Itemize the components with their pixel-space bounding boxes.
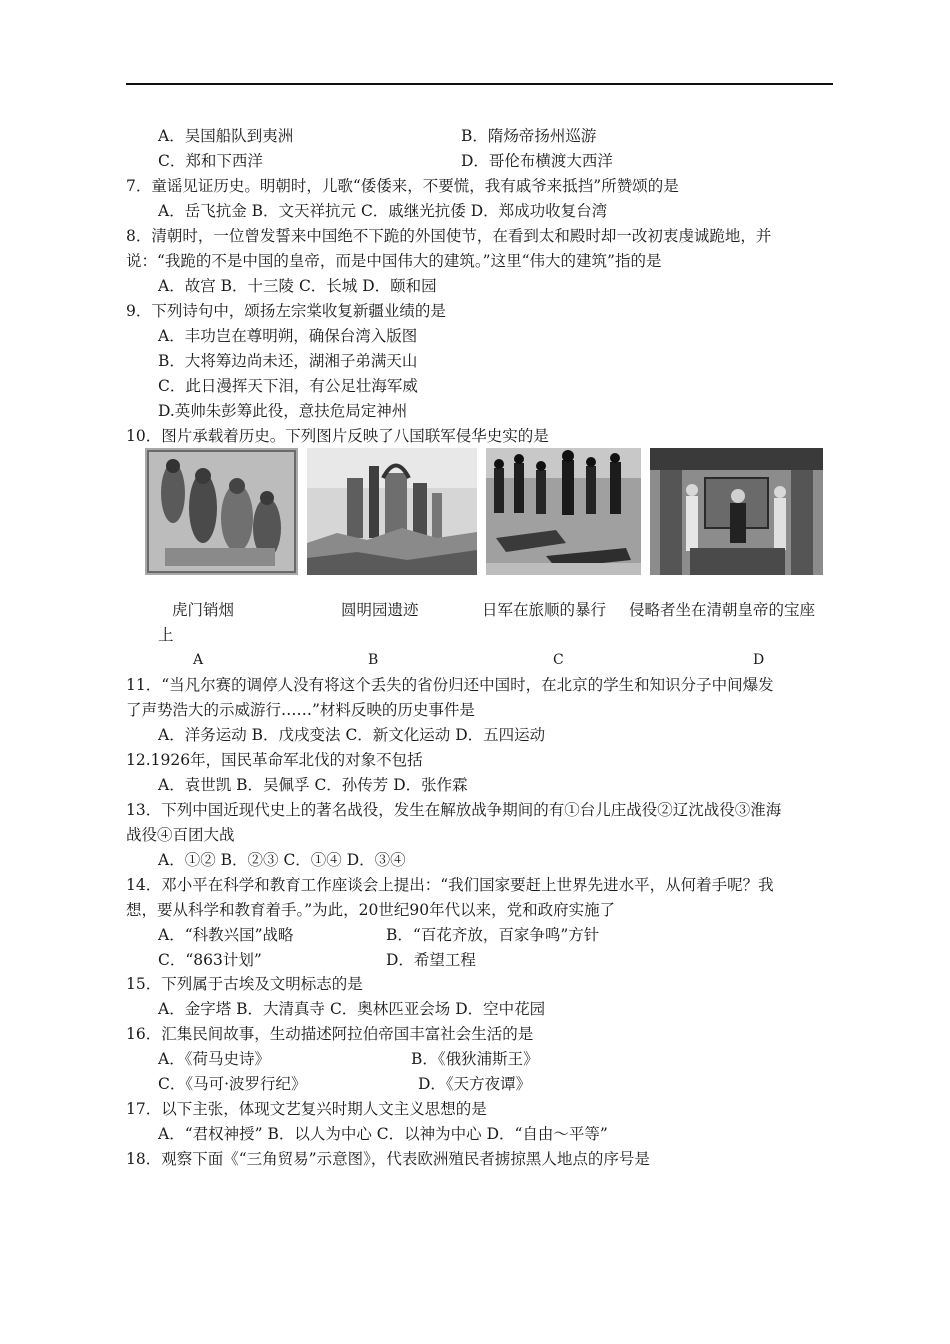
q14-option-c: C．“863计划”: [158, 951, 262, 969]
photo-lushun-atrocity: [486, 448, 641, 575]
photo-humen-relief: [145, 448, 298, 575]
q14-option-b: B．“百花齐放，百家争鸣”方针: [386, 926, 600, 944]
q9-option-a: A．丰功岂在尊明朔，确保台湾入版图: [158, 327, 418, 345]
q13-stem-line1: 13．下列中国近现代史上的著名战役，发生在解放战争期间的有①台儿庄战役②辽沈战役③淮海: [126, 801, 782, 819]
caption-c: 日军在旅顺的暴行: [482, 601, 607, 619]
photo-letter-b: B: [368, 652, 379, 668]
photo-letter-d: D: [753, 652, 765, 668]
q11-stem-line1: 11．“当凡尔赛的调停人没有将这个丢失的省份归还中国时，在北京的学生和知识分子中间爆发: [126, 676, 774, 694]
header-rule: [126, 83, 833, 85]
q11-options: A．洋务运动 B．戊戌变法 C．新文化运动 D．五四运动: [158, 726, 546, 744]
q18-stem: 18．观察下面《“三角贸易”示意图》，代表欧洲殖民者掳掠黑人地点的序号是: [126, 1150, 650, 1168]
q16-option-d: D．《天方夜谭》: [418, 1075, 532, 1093]
q17-options: A．“君权神授” B．以人为中心 C．以神为中心 D．“自由～平等”: [158, 1125, 608, 1143]
photo-yuanmingyuan-ruins: [307, 448, 477, 575]
q9-option-b: B．大将筹边尚未还，湖湘子弟满天山: [158, 352, 418, 370]
q16-option-a: A．《荷马史诗》: [158, 1050, 270, 1068]
q6-option-c: C．郑和下西洋: [158, 152, 263, 170]
q16-stem: 16．汇集民间故事，生动描述阿拉伯帝国丰富社会生活的是: [126, 1025, 534, 1043]
q9-option-d: D.英帅朱彭筹此役，意扶危局定神州: [158, 402, 408, 420]
q17-stem: 17．以下主张，体现文艺复兴时期人文主义思想的是: [126, 1100, 487, 1118]
q15-options: A．金字塔 B．大清真寺 C．奥林匹亚会场 D．空中花园: [158, 1000, 546, 1018]
q6-option-a: A．吴国船队到夷洲: [158, 127, 294, 145]
caption-b: 圆明园遗迹: [341, 601, 419, 619]
q9-stem: 9．下列诗句中，颂扬左宗棠收复新疆业绩的是: [126, 302, 446, 320]
q16-option-c: C．《马可·波罗行纪》: [158, 1075, 307, 1093]
q7-stem: 7．童谣见证历史。明朝时，儿歌“倭倭来，不要慌，我有戚爷来抵挡”所赞颂的是: [126, 177, 679, 195]
q14-option-d: D．希望工程: [386, 951, 476, 969]
photo-letter-c: C: [553, 652, 564, 668]
q16-option-b: B．《俄狄浦斯王》: [411, 1050, 539, 1068]
q13-stem-line2: 战役④百团大战: [126, 826, 235, 844]
q12-options: A．袁世凯 B．吴佩孚 C．孙传芳 D．张作霖: [158, 776, 468, 794]
q10-stem: 10．图片承载着历史。下列图片反映了八国联军侵华史实的是: [126, 427, 549, 445]
q14-stem-line1: 14．邓小平在科学和教育工作座谈会上提出：“我们国家要赶上世界先进水平，从何着手呢？我: [126, 876, 774, 894]
caption-a: 虎门销烟: [172, 601, 235, 619]
q11-stem-line2: 了声势浩大的示威游行……”材料反映的历史事件是: [126, 701, 475, 719]
q13-options: A．①② B．②③ C．①④ D．③④: [158, 851, 406, 869]
q6-option-b: B．隋炀帝扬州巡游: [461, 127, 597, 145]
q8-stem-line1: 8．清朝时，一位曾发誓来中国绝不下跪的外国使节，在看到太和殿时却一改初衷虔诚跪地，并: [126, 227, 772, 245]
q14-stem-line2: 想，要从科学和教育着手。”为此，20世纪90年代以来，党和政府实施了: [126, 901, 616, 919]
photo-throne-invaders: [650, 448, 823, 575]
q8-options: A．故宫 B．十三陵 C．长城 D．颐和园: [158, 277, 437, 295]
q12-stem: 12.1926年，国民革命军北伐的对象不包括: [126, 751, 423, 769]
q15-stem-line: 15．下列属于古埃及文明标志的是: [126, 975, 363, 993]
q6-option-d: D．哥伦布横渡大西洋: [461, 152, 613, 170]
q7-options: A．岳飞抗金 B．文天祥抗元 C．戚继光抗倭 D．郑成功收复台湾: [158, 202, 608, 220]
q14-option-a: A．“科教兴国”战略: [158, 926, 294, 944]
q8-stem-line2: 说：“我跪的不是中国的皇帝，而是中国伟大的建筑。”这里“伟大的建筑”指的是: [126, 252, 662, 270]
caption-d-continued: 上: [158, 626, 174, 644]
photo-letter-a: A: [193, 652, 204, 668]
q9-option-c: C．此日漫挥天下泪，有公足壮海军威: [158, 377, 418, 395]
caption-d: 侵略者坐在清朝皇帝的宝座: [629, 601, 816, 619]
